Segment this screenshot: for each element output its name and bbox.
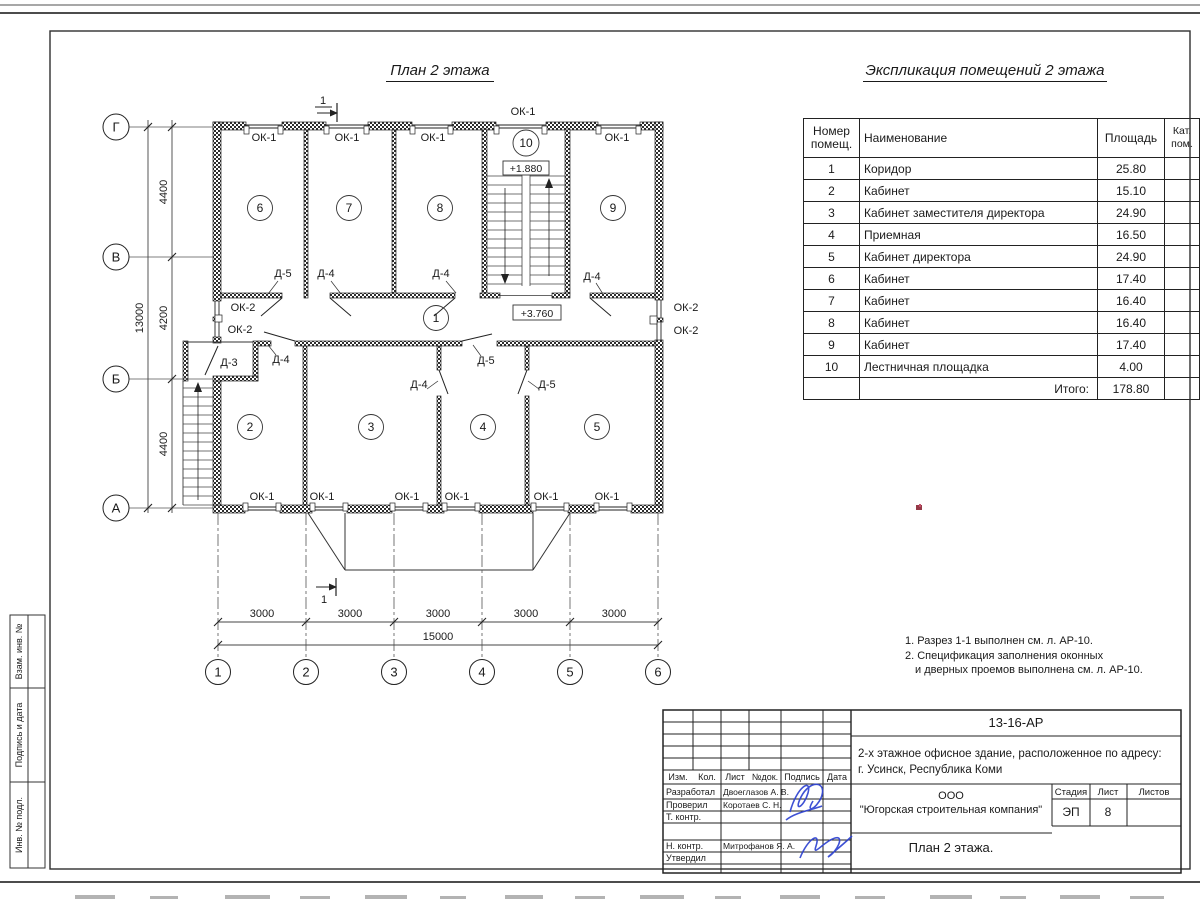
room-number: 6 [804,268,860,290]
room-6-number: 6 [256,201,264,215]
d4-label: Д-4 [583,271,601,283]
section-mark-bottom [316,578,337,606]
partitions [303,130,529,505]
total-value: 178.80 [1098,378,1165,400]
section-number: 1 [320,594,328,606]
room-name: Кабинет [860,180,1098,202]
axis-v: В [111,249,121,265]
col-header-number: Номер помещ. [804,119,860,158]
col-list: Лист [725,772,745,782]
axis-g: Г [112,119,120,135]
col-header-name: Наименование [860,119,1098,158]
ok2-label: ОК-2 [230,302,256,314]
dim-bay: 3000 [249,608,275,620]
room-name: Кабинет [860,312,1098,334]
room-area: 15.10 [1098,180,1165,202]
room-number: 10 [804,356,860,378]
d5-label: Д-5 [538,379,556,391]
room-name: Коридор [860,158,1098,180]
dim-seg2: 4200 [158,305,170,331]
ok1-label: ОК-1 [309,491,335,503]
room-number: 4 [804,224,860,246]
corridor-level: +3.760 [520,308,554,320]
sheet-label: Лист [1097,787,1119,798]
stair-level: +1.880 [509,163,543,175]
total-label: Итого: [860,378,1098,400]
room-10-number: 10 [519,136,533,150]
room-number: 5 [804,246,860,268]
axis-5: 5 [566,664,574,680]
col-data: Дата [827,772,847,782]
exterior-stair [183,381,213,505]
col-header-area: Площадь [1098,119,1165,158]
object-line1: 2-х этажное офисное здание, расположенное по адресу: [858,748,1162,760]
axis-6: 6 [654,664,662,680]
col-ndok: №док. [751,772,779,782]
scan-artifacts [75,895,1164,899]
room-9-number: 9 [609,201,617,215]
axis-1: 1 [214,664,222,680]
object-line2: г. Усинск, Республика Коми [858,764,1003,776]
note-2b: и дверных проемов выполнена см. л. АР-10. [915,664,1143,676]
sheet-number: 8 [1104,805,1112,819]
dim-total-width: 15000 [422,631,454,643]
note-1: 1. Разрез 1-1 выполнен см. л. АР-10. [905,635,1093,647]
axis-3: 3 [390,664,398,680]
room-area: 17.40 [1098,334,1165,356]
axis-4: 4 [478,664,486,680]
room-1-number: 1 [432,311,440,325]
dim-total-height: 13000 [134,302,146,334]
d5-label: Д-5 [274,268,292,280]
room-area: 17.40 [1098,268,1165,290]
room-8-number: 8 [436,201,444,215]
name-developed: Двоеглазов А. В. [723,787,789,797]
axis-2: 2 [302,664,310,680]
d4-label: Д-4 [317,268,335,280]
room-area: 16.40 [1098,290,1165,312]
axis-a: А [111,500,121,516]
room-number: 9 [804,334,860,356]
ok1-label: ОК-1 [251,132,277,144]
room-area: 4.00 [1098,356,1165,378]
section-number: 1 [319,95,327,107]
d4-label: Д-4 [410,379,428,391]
window-labels [228,106,699,503]
axis-b: Б [111,371,121,387]
dim-seg1: 4400 [158,179,170,205]
room-name: Лестничная площадка [860,356,1098,378]
plan-title: План 2 этажа [340,62,540,79]
d4-label: Д-4 [432,268,450,280]
room-number: 7 [804,290,860,312]
room-name: Кабинет [860,290,1098,312]
stamp-inv: Инв. № подл. [14,796,24,854]
section-mark-top [315,95,338,122]
stage-label: Стадия [1054,787,1088,798]
dim-bay: 3000 [601,608,627,620]
room-3-number: 3 [367,420,375,434]
room-area: 16.50 [1098,224,1165,246]
dimension-lines [148,120,658,645]
stamp-vzam: Взам. инв. № [14,623,24,680]
ok1-label: ОК-1 [420,132,446,144]
col-podpis: Подпись [784,772,820,782]
room-name: Кабинет [860,334,1098,356]
d3-label: Д-3 [220,357,238,369]
d4-label: Д-4 [272,354,290,366]
ok2-label: ОК-2 [673,325,699,337]
room-area: 25.80 [1098,158,1165,180]
role-ncontrol: Н. контр. [666,841,704,851]
stage-value: ЭП [1062,805,1080,819]
room-area: 24.90 [1098,202,1165,224]
ok1-label: ОК-1 [510,106,536,118]
ok1-label: ОК-1 [604,132,630,144]
col-header-cat: Кат. пом. [1165,119,1200,158]
room-number: 2 [804,180,860,202]
room-area: 24.90 [1098,246,1165,268]
col-kol: Кол. [698,772,716,782]
dim-bay: 3000 [337,608,363,620]
title-block-text [666,715,1169,863]
room-name: Кабинет [860,268,1098,290]
sheets-label: Листов [1138,787,1170,798]
role-approved: Утвердил [666,853,706,863]
org-line2: "Югорская строительная компания" [859,804,1043,816]
ok1-label: ОК-1 [394,491,420,503]
red-mark [916,504,922,510]
room-area: 16.40 [1098,312,1165,334]
col-izm: Изм. [668,772,688,782]
ok1-label: ОК-1 [444,491,470,503]
dim-bay: 3000 [425,608,451,620]
room-number: 3 [804,202,860,224]
name-ncontrol: Митрофанов Я. А. [723,841,796,851]
interior-stair [487,174,565,286]
axis-bubbles [103,114,671,685]
sheet-name: План 2 этажа. [908,840,994,855]
dimensions [103,114,671,685]
room-7-number: 7 [345,201,353,215]
axis-bubble-labels [112,120,662,680]
doc-number: 13-16-АР [988,715,1044,730]
note-2: 2. Спецификация заполнения оконных [905,649,1104,662]
scan-edges [0,5,1200,899]
ok1-label: ОК-1 [334,132,360,144]
explication-title: Экспликация помещений 2 этажа [855,62,1115,79]
room-name: Кабинет директора [860,246,1098,268]
org-line1: ООО [938,790,964,802]
d5-label: Д-5 [477,355,495,367]
ok1-label: ОК-1 [533,491,559,503]
room-name: Приемная [860,224,1098,246]
stamp-podpis: Подпись и дата [14,702,24,768]
room-numbers [247,136,617,434]
name-checked: Коротаев С. Н. [723,800,782,810]
dimension-texts [134,180,626,643]
room-5-number: 5 [593,420,601,434]
floor-plan [183,95,922,606]
role-tcontrol: Т. контр. [666,812,702,822]
room-2-number: 2 [246,420,254,434]
ok1-label: ОК-1 [594,491,620,503]
ok2-label: ОК-2 [673,302,699,314]
ok2-label: ОК-2 [227,324,253,336]
signatures [786,784,852,858]
room-name: Кабинет заместителя директора [860,202,1098,224]
porch-canopy [308,513,570,570]
room-number: 8 [804,312,860,334]
role-developed: Разработал [666,787,715,797]
side-stamp-labels [14,623,24,853]
title-block [663,710,1181,873]
door-labels [220,268,600,391]
role-checked: Проверил [666,800,708,810]
room-number: 1 [804,158,860,180]
ok1-label: ОК-1 [249,491,275,503]
dim-bay: 3000 [513,608,539,620]
room-4-number: 4 [479,420,487,434]
dim-seg3: 4400 [158,431,170,457]
